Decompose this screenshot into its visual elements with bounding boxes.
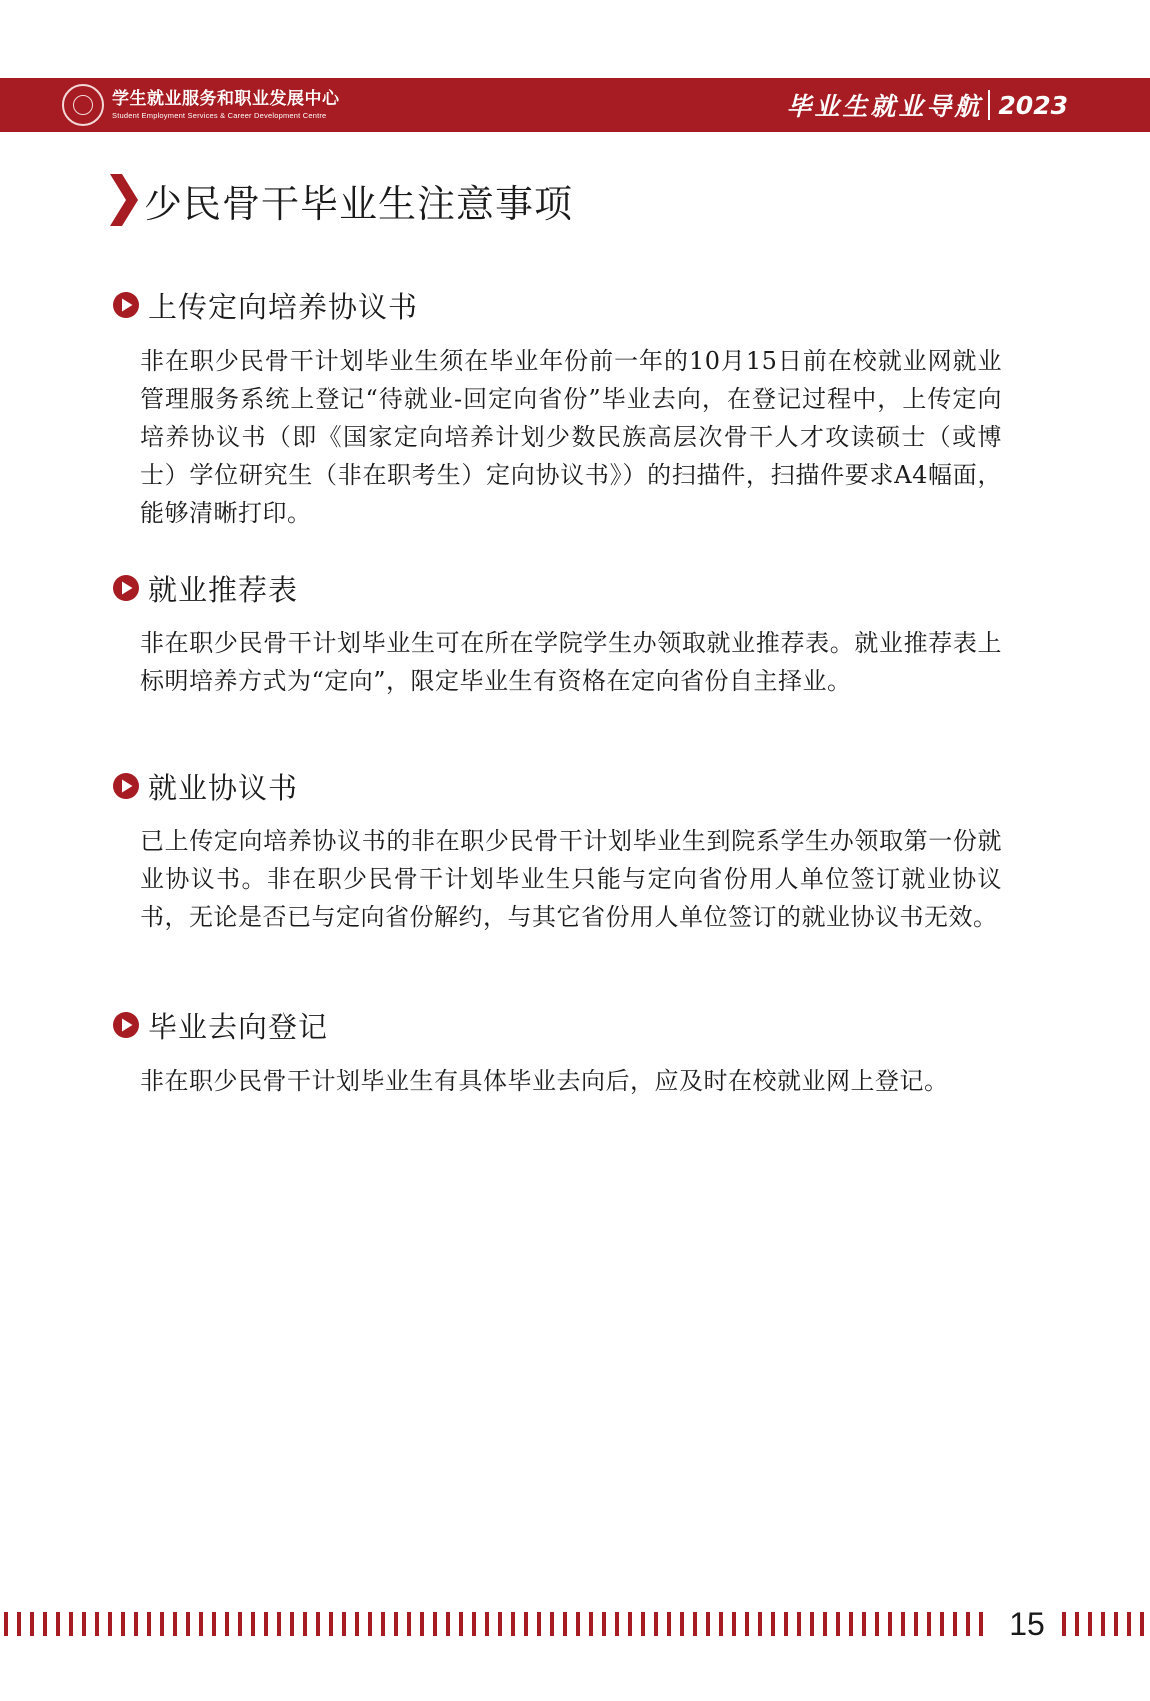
- page-title-text: 少民骨干毕业生注意事项: [144, 181, 574, 226]
- university-seal-icon: [62, 84, 104, 126]
- section-heading-employment-agreement: [112, 766, 298, 806]
- footer-tick-bar-right: [1062, 1612, 1150, 1636]
- footer-tick-bar-left: [4, 1612, 990, 1636]
- guide-title: 毕业生就业导航: [786, 92, 983, 121]
- section-title: 就业推荐表: [148, 572, 299, 607]
- section-heading-upload-agreement: [112, 285, 418, 325]
- header-divider: [988, 90, 990, 120]
- section-body: 非在职少民骨干计划毕业生可在所在学院学生办领取就业推荐表。就业推荐表上标明培养方式为“定向”，限定毕业生有资格在定向省份自主择业。: [140, 629, 1002, 695]
- section-heading-recommendation-form: [112, 568, 298, 608]
- play-circle-icon: [112, 772, 140, 800]
- play-circle-icon: [112, 574, 140, 602]
- org-name-en: Student Employment Services & Career Development Centre: [112, 110, 327, 120]
- page-title: [108, 172, 573, 228]
- section-title: 上传定向培养协议书: [148, 289, 419, 324]
- page-number: 15: [1009, 1606, 1045, 1642]
- guide-year: 2023: [998, 90, 1068, 120]
- play-circle-icon: [112, 291, 140, 319]
- chevron-right-icon: [108, 172, 140, 228]
- guide-header: [786, 78, 1068, 132]
- section-heading-destination-registration: [112, 1005, 328, 1045]
- header-bar: [0, 78, 1150, 132]
- org-name-cn: 学生就业服务和职业发展中心: [112, 88, 340, 109]
- org-logo: [62, 82, 340, 128]
- section-body: 已上传定向培养协议书的非在职少民骨干计划毕业生到院系学生办领取第一份就业协议书。非在职少民骨干计划毕业生只能与定向省份用人单位签订就业协议书，无论是否已与定向省份解约，与其它省份用人单位签订的就业协议书无效。: [140, 827, 1002, 931]
- section-body: 非在职少民骨干计划毕业生须在毕业年份前一年的10月15日前在校就业网就业管理服务系统上登记“待就业-回定向省份”毕业去向，在登记过程中，上传定向培养协议书（即《国家定向培养计划少数民族高层次骨干人才攻读硕士（或博士）学位研究生（非在职考生）定向协议书》）的扫描件，扫描件要求A4幅面，能够清晰打印。: [140, 347, 1002, 527]
- org-name: [112, 88, 340, 120]
- section-title: 毕业去向登记: [148, 1009, 329, 1044]
- section-body: 非在职少民骨干计划毕业生有具体毕业去向后，应及时在校就业网上登记。: [140, 1067, 949, 1095]
- play-circle-icon: [112, 1011, 140, 1039]
- section-title: 就业协议书: [148, 770, 299, 805]
